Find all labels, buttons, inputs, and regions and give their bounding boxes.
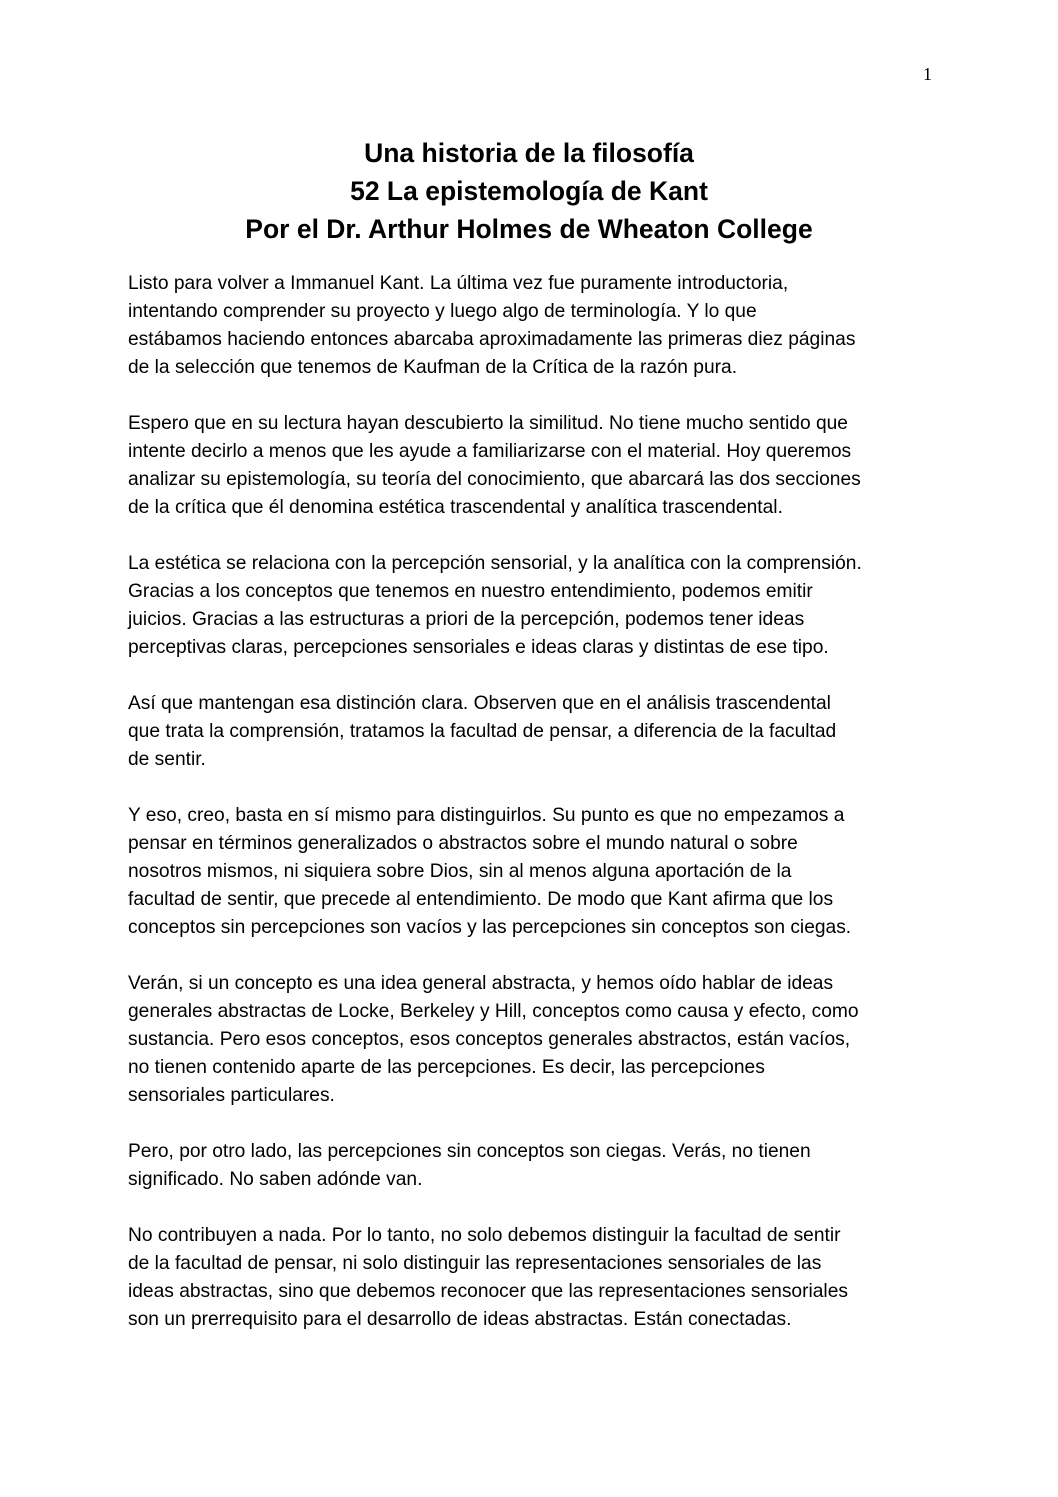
text-line: ideas abstractas, sino que debemos reconocer que las representaciones sensoriales: [128, 1281, 848, 1302]
paragraph: [128, 1222, 938, 1334]
text-line: generales abstractas de Locke, Berkeley y Hill, conceptos como causa y efecto, como: [128, 1001, 859, 1022]
text-line: pensar en términos generalizados o abstractos sobre el mundo natural o sobre: [128, 833, 798, 854]
text-line: La estética se relaciona con la percepción sensorial, y la analítica con la comprensión.: [128, 553, 862, 574]
text-line: Verán, si un concepto es una idea general abstracta, y hemos oído hablar de ideas: [128, 973, 834, 994]
paragraph: [128, 802, 938, 942]
text-line: sensoriales particulares.: [128, 1085, 335, 1106]
paragraph: [128, 270, 938, 382]
title-line-2: 52 La epistemología de Kant: [350, 176, 708, 206]
paragraph: [128, 550, 938, 662]
text-line: Y eso, creo, basta en sí mismo para distinguirlos. Su punto es que no empezamos a: [128, 805, 845, 826]
text-line: perceptivas claras, percepciones sensoriales e ideas claras y distintas de ese tipo.: [128, 637, 829, 658]
text-line: no tienen contenido aparte de las percepciones. Es decir, las percepciones: [128, 1057, 765, 1078]
text-line: de la crítica que él denomina estética trascendental y analítica trascendental.: [128, 497, 783, 518]
text-line: conceptos sin percepciones son vacíos y las percepciones sin conceptos son ciegas.: [128, 917, 852, 938]
paragraph: [128, 410, 938, 522]
text-line: facultad de sentir, que precede al entendimiento. De modo que Kant afirma que los: [128, 889, 834, 910]
text-line: son un prerrequisito para el desarrollo de ideas abstractas. Están conectadas.: [128, 1309, 792, 1330]
document-title: [0, 134, 1058, 248]
text-line: de la selección que tenemos de Kaufman de la Crítica de la razón pura.: [128, 357, 738, 378]
text-line: nosotros mismos, ni siquiera sobre Dios, sin al menos alguna aportación de la: [128, 861, 792, 882]
text-line: intentando comprender su proyecto y luego algo de terminología. Y lo que: [128, 301, 757, 322]
text-line: Espero que en su lectura hayan descubierto la similitud. No tiene mucho sentido que: [128, 413, 848, 434]
text-line: analizar su epistemología, su teoría del conocimiento, que abarcará las dos secciones: [128, 469, 861, 490]
text-line: Listo para volver a Immanuel Kant. La última vez fue puramente introductoria,: [128, 273, 789, 294]
paragraph: [128, 1138, 938, 1194]
text-line: que trata la comprensión, tratamos la facultad de pensar, a diferencia de la facultad: [128, 721, 837, 742]
text-line: Gracias a los conceptos que tenemos en nuestro entendimiento, podemos emitir: [128, 581, 813, 602]
paragraph: [128, 690, 938, 774]
text-line: Pero, por otro lado, las percepciones sin conceptos son ciegas. Verás, no tienen: [128, 1141, 811, 1162]
document-body: [128, 270, 938, 1362]
text-line: de la facultad de pensar, ni solo distinguir las representaciones sensoriales de las: [128, 1253, 822, 1274]
text-line: intente decirlo a menos que les ayude a familiarizarse con el material. Hoy queremos: [128, 441, 852, 462]
title-line-1: Una historia de la filosofía: [364, 138, 694, 168]
text-line: significado. No saben adónde van.: [128, 1169, 423, 1190]
text-line: estábamos haciendo entonces abarcaba aproximadamente las primeras diez páginas: [128, 329, 856, 350]
text-line: juicios. Gracias a las estructuras a priori de la percepción, podemos tener ideas: [128, 609, 805, 630]
title-line-3: Por el Dr. Arthur Holmes de Wheaton College: [245, 214, 813, 244]
page-number: 1: [923, 64, 932, 84]
text-line: sustancia. Pero esos conceptos, esos conceptos generales abstractos, están vacíos,: [128, 1029, 851, 1050]
paragraph: [128, 970, 938, 1110]
text-line: Así que mantengan esa distinción clara. Observen que en el análisis trascendental: [128, 693, 831, 714]
text-line: No contribuyen a nada. Por lo tanto, no solo debemos distinguir la facultad de sentir: [128, 1225, 841, 1246]
text-line: de sentir.: [128, 749, 206, 770]
